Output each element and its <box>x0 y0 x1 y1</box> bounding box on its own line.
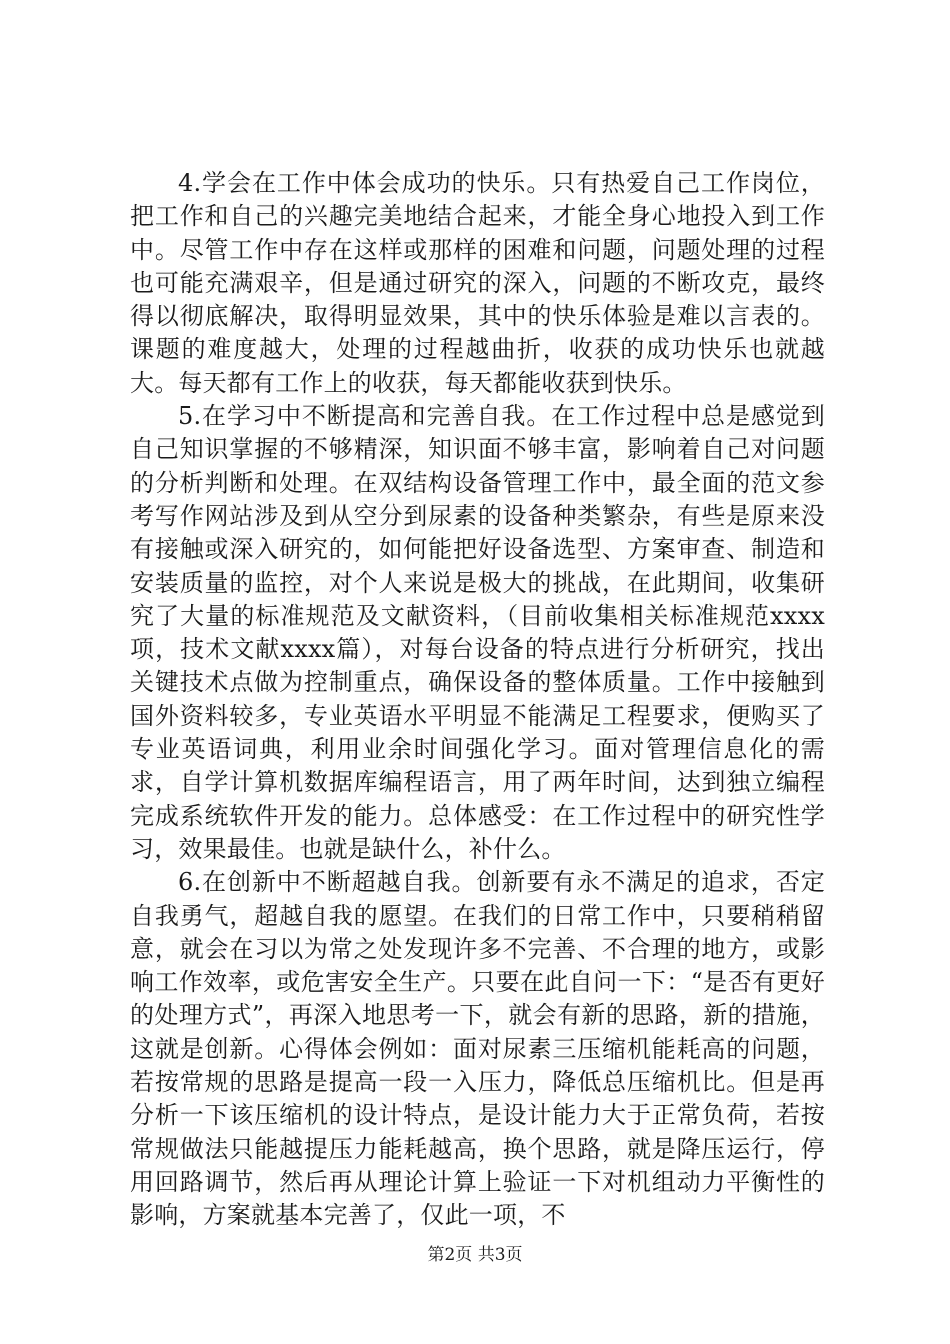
document-body <box>130 167 825 1233</box>
paragraph-4: 4.学会在工作中体会成功的快乐。只有热爱自己工作岗位，把工作和自己的兴趣完美地结合起来，才能全身心地投入到工作中。尽管工作中存在这样或那样的困难和问题，问题处理的过程也可能充满艰辛，但是通过研究的深入，问题的不断攻克，最终得以彻底解决，取得明显效果，其中的快乐体验是难以言表的。课题的难度越大，处理的过程越曲折，收获的成功快乐也就越大。每天都有工作上的收获，每天都能收获到快乐。 <box>130 169 825 397</box>
page-number-footer: 第2页 共3页 <box>427 1245 523 1265</box>
paragraph-6: 6.在创新中不断超越自我。创新要有永不满足的追求，否定自我勇气，超越自我的愿望。在我们的日常工作中，只要稍稍留意，就会在习以为常之处发现许多不完善、不合理的地方，或影响工作效率，或危害安全生产。只要在此自问一下：“是否有更好的处理方式”，再深入地思考一下，就会有新的思路，新的措施，这就是创新。心得体会例如：面对尿素三压缩机能耗高的问题，若按常规的思路是提高一段一入压力，降低总压缩机比。但是再分析一下该压缩机的设计特点，是设计能力大于正常负荷，若按常规做法只能越提压力能耗越高，换个思路，就是降压运行，停用回路调节，然后再从理论计算上验证一下对机组动力平衡性的影响，方案就基本完善了，仅此一项，不 <box>130 868 825 1230</box>
paragraph-5: 5.在学习中不断提高和完善自我。在工作过程中总是感觉到自己知识掌握的不够精深，知识面不够丰富，影响着自己对问题的分析判断和处理。在双结构设备管理工作中，最全面的范文参考写作网站涉及到从空分到尿素的设备种类繁杂，有些是原来没有接触或深入研究的，如何能把好设备选型、方案审查、制造和安装质量的监控，对个人来说是极大的挑战，在此期间，收集研究了大量的标准规范及文献资料，（目前收集相关标准规范xxxx项，技术文献xxxx篇），对每台设备的特点进行分析研究，找出关键技术点做为控制重点，确保设备的整体质量。工作中接触到国外资料较多，专业英语水平明显不能满足工程要求，便购买了专业英语词典，利用业余时间强化学习。面对管理信息化的需求，自学计算机数据库编程语言，用了两年时间，达到独立编程完成系统软件开发的能力。总体感受：在工作过程中的研究性学习，效果最佳。也就是缺什么，补什么。 <box>130 402 825 863</box>
